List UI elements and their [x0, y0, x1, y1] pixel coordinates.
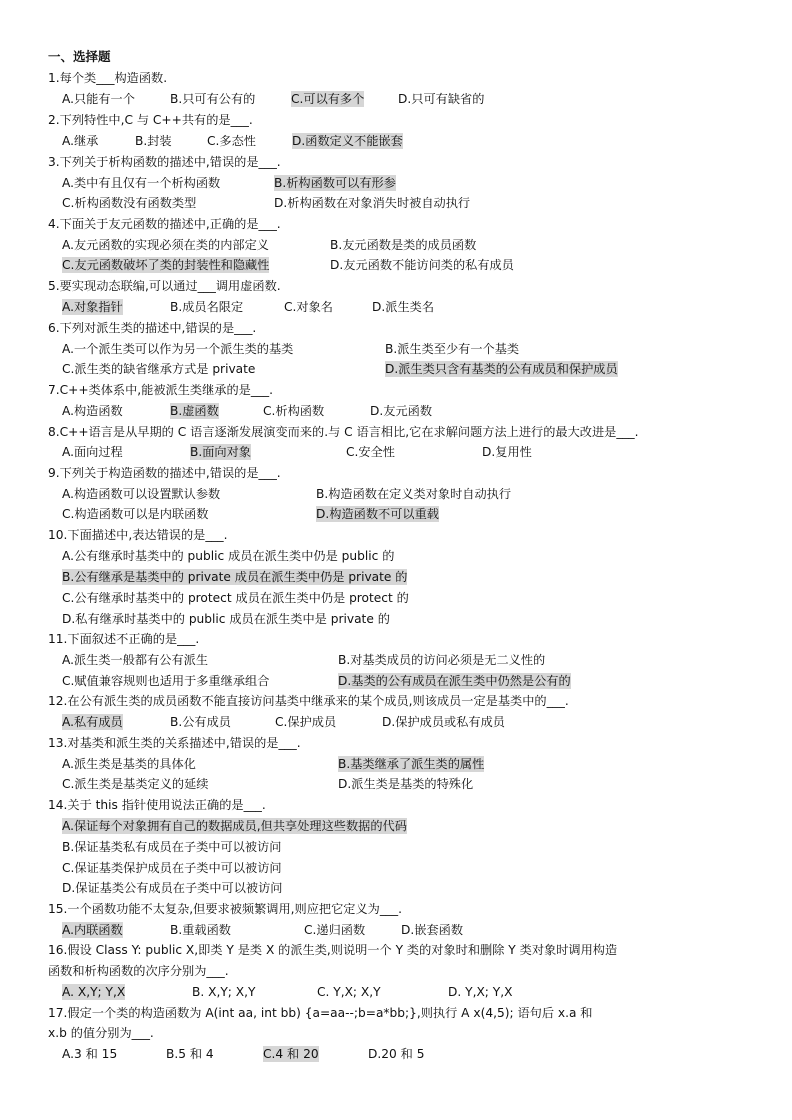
question-text: 17.假定一个类的构造函数为 A(int aa, int bb) {a=aa--;b=a*bb;},则执行 A x(4,5); 语句后 x.a 和	[48, 1006, 593, 1020]
answer-option: B.友元函数是类的成员函数	[330, 238, 477, 252]
answer-option: D.派生类是基类的特殊化	[338, 777, 474, 791]
answer-option: D.友元函数不能访问类的私有成员	[330, 258, 514, 272]
answer-option: A.构造函数可以设置默认参数	[62, 487, 221, 501]
answer-option: B.构造函数在定义类对象时自动执行	[316, 487, 512, 501]
question-text: 9.下列关于构造函数的描述中,错误的是___.	[48, 466, 281, 480]
answer-option: B.5 和 4	[166, 1047, 214, 1061]
answer-option: B.重载函数	[170, 923, 231, 937]
answer-option: D.复用性	[482, 445, 532, 459]
answer-option: B.对基类成员的访问必须是无二义性的	[338, 653, 546, 667]
answer-option-highlighted: D.基类的公有成员在派生类中仍然是公有的	[338, 674, 571, 688]
answer-option-highlighted: B.面向对象	[190, 445, 251, 459]
answer-option-highlighted: D.构造函数不可以重载	[316, 507, 439, 521]
answer-option: A.派生类一般都有公有派生	[62, 653, 209, 667]
answer-option-highlighted: B.基类继承了派生类的属性	[338, 757, 485, 771]
question-text: 2.下列特性中,C 与 C++共有的是___.	[48, 113, 253, 127]
answer-option: C. Y,X; X,Y	[317, 985, 381, 999]
answer-option-highlighted: B.析构函数可以有形参	[274, 176, 396, 190]
answer-option: B.成员名限定	[170, 300, 244, 314]
answer-option: C.析构函数	[263, 404, 325, 418]
answer-option-highlighted: C.可以有多个	[291, 92, 365, 106]
answer-option: C.递归函数	[304, 923, 366, 937]
answer-option: D.保护成员或私有成员	[382, 715, 505, 729]
answer-option: D. Y,X; Y,X	[448, 985, 513, 999]
answer-option: A.面向过程	[62, 445, 123, 459]
answer-option: D.友元函数	[370, 404, 433, 418]
question-text: 12.在公有派生类的成员函数不能直接访问基类中继承来的某个成员,则该成员一定是基类中的___.	[48, 694, 569, 708]
answer-option: D.保证基类公有成员在子类中可以被访问	[62, 881, 283, 895]
answer-option: C.赋值兼容规则也适用于多重继承组合	[62, 674, 270, 688]
question-text: 15.一个函数功能不太复杂,但要求被频繁调用,则应把它定义为___.	[48, 902, 402, 916]
question-text-continued: 函数和析构函数的次序分别为___.	[48, 964, 229, 978]
answer-option: C.保护成员	[275, 715, 337, 729]
section-title: 一、选择题	[48, 49, 111, 64]
answer-option: A.3 和 15	[62, 1047, 118, 1061]
answer-option: C.派生类是基类定义的延续	[62, 777, 209, 791]
answer-option: B.保证基类私有成员在子类中可以被访问	[62, 840, 282, 854]
answer-option: C.析构函数没有函数类型	[62, 196, 197, 210]
answer-option: B.派生类至少有一个基类	[385, 342, 520, 356]
answer-option: D.派生类名	[372, 300, 435, 314]
question-text: 5.要实现动态联编,可以通过___调用虚函数.	[48, 279, 281, 293]
answer-option: C.构造函数可以是内联函数	[62, 507, 209, 521]
answer-option-highlighted: B.虚函数	[170, 404, 219, 418]
answer-option-highlighted: B.公有继承是基类中的 private 成员在派生类中仍是 private 的	[62, 570, 408, 584]
question-text: 16.假设 Class Y: public X,即类 Y 是类 X 的派生类,则说明一个 Y 类的对象时和删除 Y 类对象时调用构造	[48, 943, 618, 957]
answer-option-highlighted: A.私有成员	[62, 715, 123, 729]
answer-option: C.对象名	[284, 300, 333, 314]
answer-option: A.一个派生类可以作为另一个派生类的基类	[62, 342, 294, 356]
question-text: 10.下面描述中,表达错误的是___.	[48, 528, 228, 542]
answer-option: A.派生类是基类的具体化	[62, 757, 196, 771]
answer-option-highlighted: D.函数定义不能嵌套	[292, 134, 403, 148]
answer-option: D.私有继承时基类中的 public 成员在派生类中是 private 的	[62, 612, 390, 626]
answer-option: B. X,Y; X,Y	[192, 985, 256, 999]
answer-option: C.多态性	[207, 134, 256, 148]
answer-option: D.析构函数在对象消失时被自动执行	[274, 196, 471, 210]
answer-option: A.继承	[62, 134, 99, 148]
answer-option-highlighted: A.内联函数	[62, 923, 123, 937]
question-text: 3.下列关于析构函数的描述中,错误的是___.	[48, 155, 281, 169]
question-text: 4.下面关于友元函数的描述中,正确的是___.	[48, 217, 281, 231]
answer-option: C.保证基类保护成员在子类中可以被访问	[62, 861, 282, 875]
answer-option: D.嵌套函数	[401, 923, 464, 937]
answer-option-highlighted: A.保证每个对象拥有自己的数据成员,但共享处理这些数据的代码	[62, 819, 407, 833]
answer-option: A.只能有一个	[62, 92, 135, 106]
answer-option: B.只可有公有的	[170, 92, 256, 106]
answer-option: C.派生类的缺省继承方式是 private	[62, 362, 256, 376]
question-text: 6.下列对派生类的描述中,错误的是___.	[48, 321, 257, 335]
answer-option: A.友元函数的实现必须在类的内部定义	[62, 238, 269, 252]
answer-option-highlighted: A. X,Y; Y,X	[62, 985, 126, 999]
question-text: 14.关于 this 指针使用说法正确的是___.	[48, 798, 266, 812]
answer-option: A.公有继承时基类中的 public 成员在派生类中仍是 public 的	[62, 549, 395, 563]
question-text: 11.下面叙述不正确的是___.	[48, 632, 200, 646]
question-text: 1.每个类___构造函数.	[48, 71, 168, 85]
answer-option: A.类中有且仅有一个析构函数	[62, 176, 221, 190]
question-text: 13.对基类和派生类的关系描述中,错误的是___.	[48, 736, 301, 750]
question-text: 8.C++语言是从早期的 C 语言逐渐发展演变而来的.与 C 语言相比,它在求解问题方法上进行的最大改进是___.	[48, 425, 639, 439]
answer-option-highlighted: D.派生类只含有基类的公有成员和保护成员	[385, 362, 618, 376]
question-text-continued: x.b 的值分别为___.	[48, 1026, 154, 1040]
answer-option: C.安全性	[346, 445, 395, 459]
answer-option: D.20 和 5	[368, 1047, 425, 1061]
answer-option-highlighted: C.4 和 20	[263, 1047, 319, 1061]
answer-option: A.构造函数	[62, 404, 123, 418]
answer-option: D.只可有缺省的	[398, 92, 485, 106]
answer-option-highlighted: A.对象指针	[62, 300, 123, 314]
answer-option-highlighted: C.友元函数破坏了类的封装性和隐藏性	[62, 258, 270, 272]
question-text: 7.C++类体系中,能被派生类继承的是___.	[48, 383, 274, 397]
answer-option: B.封装	[135, 134, 172, 148]
answer-option: B.公有成员	[170, 715, 231, 729]
answer-option: C.公有继承时基类中的 protect 成员在派生类中仍是 protect 的	[62, 591, 409, 605]
